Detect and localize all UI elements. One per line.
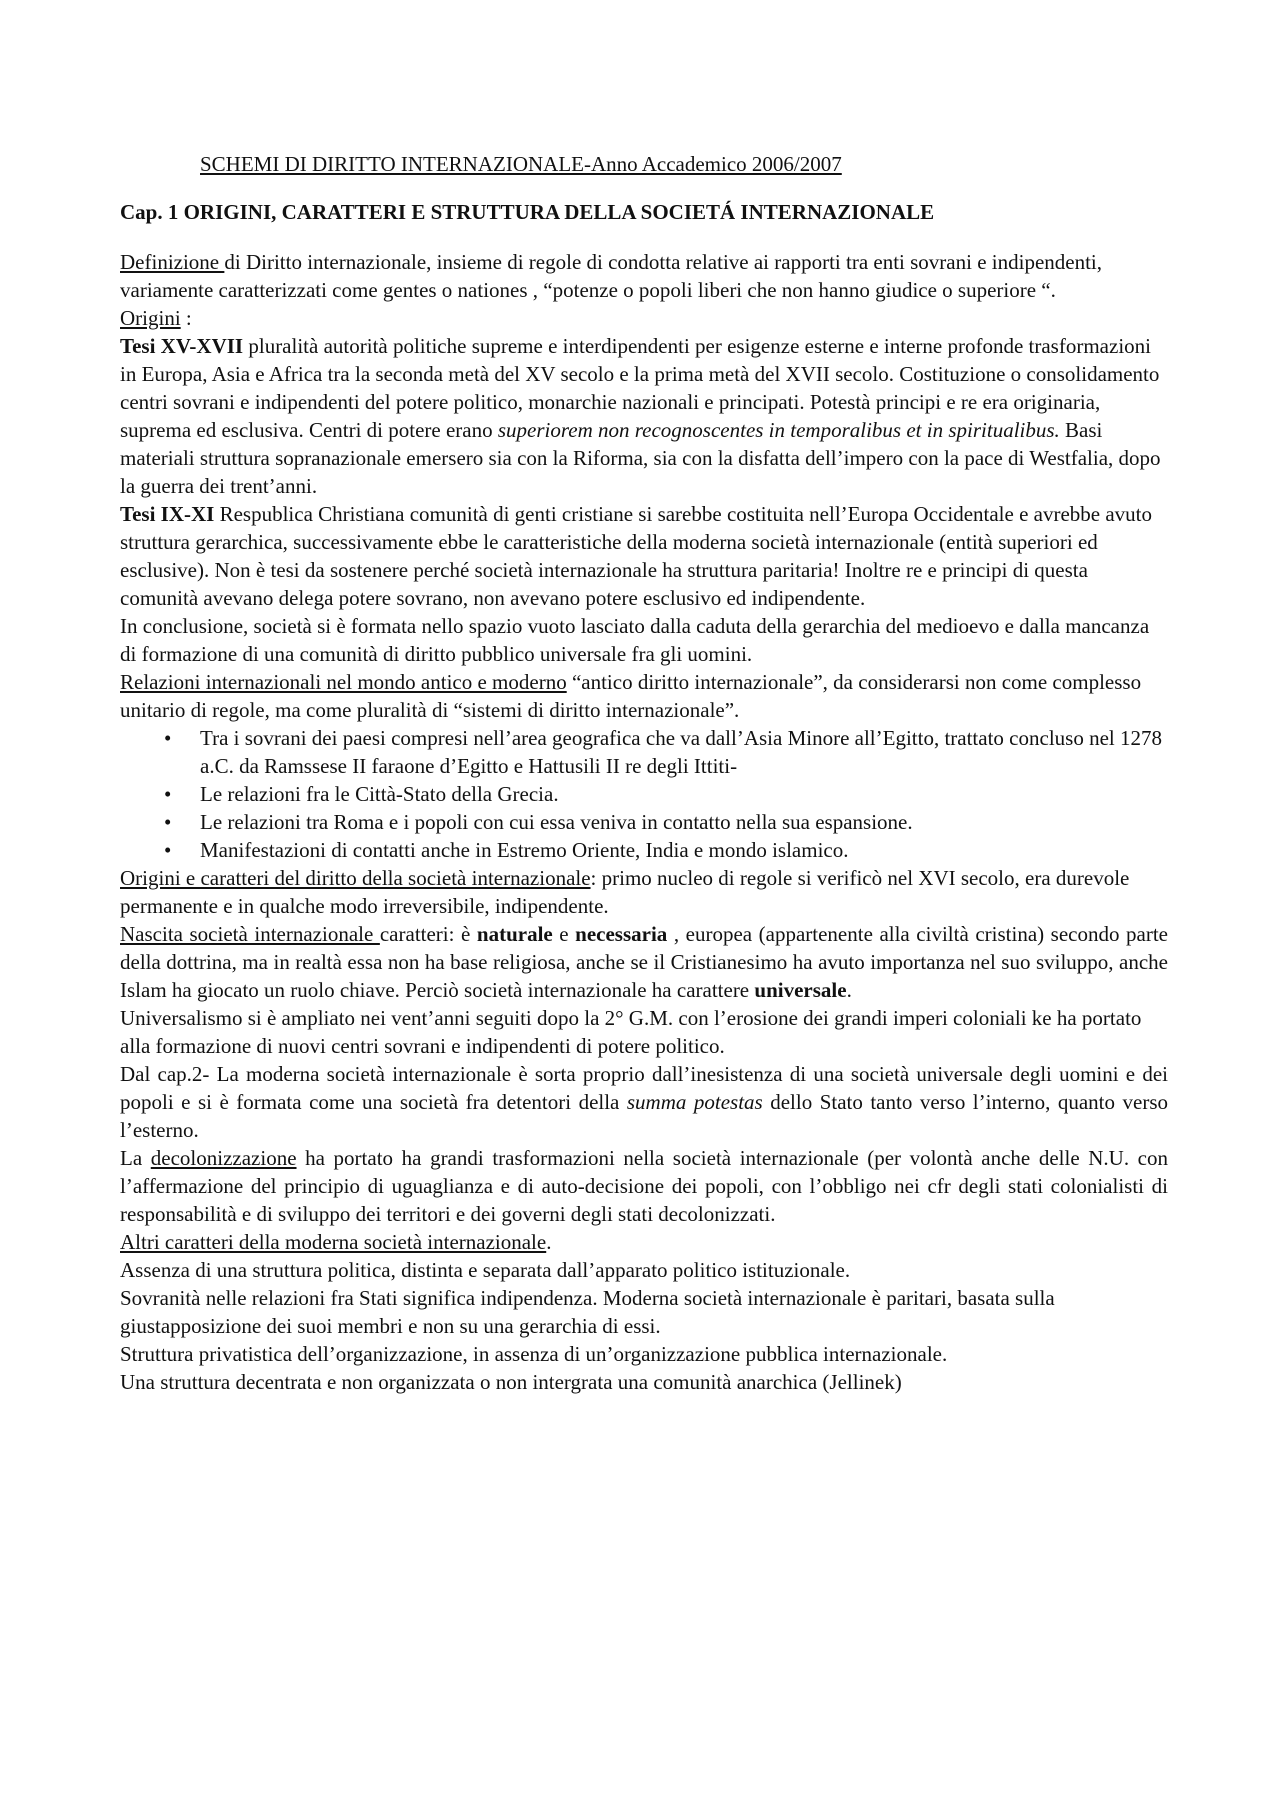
tesi-xv-xvii-paragraph: Tesi XV-XVII pluralità autorità politiche supreme e interdipendenti per esigenze esterne e interne profonde trasformazioni in Europa, Asia e Africa tra la seconda metà del XV secolo e la prima metà del XVII secolo. Costituzione o consolidamento centri sovrani e indipendenti del potere politico, monarchie nazionali e principati. Potestà principi e re era originaria, suprema ed esclusiva. Centri di potere erano superiorem non recognoscentes in temporalibus et in spiritualibus. Basi materiali struttura sopranazionale emersero sia con la Riforma, sia con la disfatta dell’impero con la pace di Westfalia, dopo la guerra dei trent’anni.: [120, 334, 1161, 498]
altri-caratteri-label: Altri caratteri della moderna società internazionale: [120, 1230, 547, 1254]
nascita-label: Nascita società internazionale: [120, 922, 380, 946]
tesi-ix-xi-label: Tesi IX-XI: [120, 502, 215, 526]
chapter-heading: Cap. 1 ORIGINI, CARATTERI E STRUTTURA DELLA SOCIETÁ INTERNAZIONALE: [120, 200, 935, 224]
decentrata-paragraph: Una struttura decentrata e non organizzata o non intergrata una comunità anarchica (Jellinek): [120, 1370, 902, 1394]
list-item: • Tra i sovrani dei paesi compresi nell’area geografica che va dall’Asia Minore all’Egitto, trattato concluso nel 1278 a.C. da Ramssese II faraone d’Egitto e Hattusili II re degli Ittiti-: [200, 724, 1168, 780]
list-item: • Le relazioni fra le Città-Stato della Grecia.: [200, 780, 1168, 808]
definizione-text: di Diritto internazionale, insieme di regole di condotta relative ai rapporti tra enti sovrani e indipendenti, variamente caratterizzati come gentes o nationes , “potenze o popoli liberi che non hanno giudice o superiore “.: [120, 250, 1103, 302]
struttura-paragraph: Struttura privatistica dell’organizzazione, in assenza di un’organizzazione pubblica internazionale.: [120, 1342, 948, 1366]
altri-caratteri-heading: Altri caratteri della moderna società internazionale.: [120, 1230, 552, 1254]
dal-cap-paragraph: Dal cap.2- La moderna società internazionale è sorta proprio dall’inesistenza di una società universale degli uomini e dei popoli e si è formata come una società fra detentori della summa potestas dello Stato tanto verso l’interno, quanto verso l’esterno.: [120, 1062, 1168, 1142]
relazioni-bullet-list: [120, 724, 1168, 864]
list-item: • Manifestazioni di contatti anche in Estremo Oriente, India e mondo islamico.: [200, 836, 1168, 864]
relazioni-label: Relazioni internazionali nel mondo antico e moderno: [120, 670, 567, 694]
universalismo-paragraph: Universalismo si è ampliato nei vent’anni seguiti dopo la 2° G.M. con l’erosione dei grandi imperi coloniali ke ha portato alla formazione di nuovi centri sovrani e indipendenti di potere politico.: [120, 1006, 1142, 1058]
latin-phrase: superiorem non recognoscentes in temporalibus et in spiritualibus.: [497, 418, 1060, 442]
document-page: [120, 150, 1168, 1396]
origini-heading: Origini :: [120, 306, 192, 330]
tesi-ix-xi-paragraph: Tesi IX-XI Respublica Christiana comunità di genti cristiane si sarebbe costituita nell’Europa Occidentale e avrebbe avuto struttura gerarchica, successivamente ebbe le caratteristiche della moderna società internazionale (entità superiori ed esclusive). Non è tesi da sostenere perché società internazionale ha struttura paritaria! Inoltre re e principi di questa comunità avevano delega potere sovrano, non avevano potere esclusivo ed indipendente.: [120, 502, 1153, 610]
definizione-label: Definizione: [120, 250, 225, 274]
sovranita-paragraph: Sovranità nelle relazioni fra Stati significa indipendenza. Moderna società internazionale è paritari, basata sulla giustapposizione dei suoi membri e non su una gerarchia di essi.: [120, 1286, 1055, 1338]
document-title: SCHEMI DI DIRITTO INTERNAZIONALE-Anno Accademico 2006/2007: [200, 152, 842, 176]
decolonizzazione-paragraph: La decolonizzazione ha portato ha grandi trasformazioni nella società internazionale (per volontà anche delle N.U. con l’affermazione del principio di uguaglianza e di auto-decisione dei popoli, con l’obbligo nei cfr degli stati colonialisti di responsabilità e di sviluppo dei territori e dei governi degli stati decolonizzati.: [120, 1146, 1168, 1226]
list-item: • Le relazioni tra Roma e i popoli con cui essa veniva in contatto nella sua espansione.: [200, 808, 1168, 836]
assenza-paragraph: Assenza di una struttura politica, distinta e separata dall’apparato politico istituzionale.: [120, 1258, 851, 1282]
nascita-paragraph: Nascita società internazionale caratteri: è naturale e necessaria , europea (appartenente alla civiltà cristina) secondo parte della dottrina, ma in realtà essa non ha base religiosa, anche se il Cristianesimo ha avuto importanza nel suo sviluppo, anche Islam ha giocato un ruolo chiave. Perciò società internazionale ha carattere universale.: [120, 922, 1169, 1002]
decolonizzazione-label: decolonizzazione: [150, 1146, 297, 1170]
relazioni-paragraph: Relazioni internazionali nel mondo antico e moderno “antico diritto internazionale”, da considerarsi non come complesso unitario di regole, ma come pluralità di “sistemi di diritto internazionale”.: [120, 670, 1142, 722]
caratteri-label: Origini e caratteri del diritto della società internazionale: [120, 866, 591, 890]
origini-label: Origini: [120, 306, 181, 330]
conclusione-paragraph: In conclusione, società si è formata nello spazio vuoto lasciato dalla caduta della gerarchia del medioevo e dalla mancanza di formazione di una comunità di diritto pubblico universale fra gli uomini.: [120, 614, 1150, 666]
tesi-xv-xvii-label: Tesi XV-XVII: [120, 334, 244, 358]
definizione-paragraph: [120, 248, 1168, 304]
caratteri-paragraph: Origini e caratteri del diritto della società internazionale: primo nucleo di regole si verificò nel XVI secolo, era durevole permanente e in qualche modo irreversibile, indipendente.: [120, 866, 1130, 918]
